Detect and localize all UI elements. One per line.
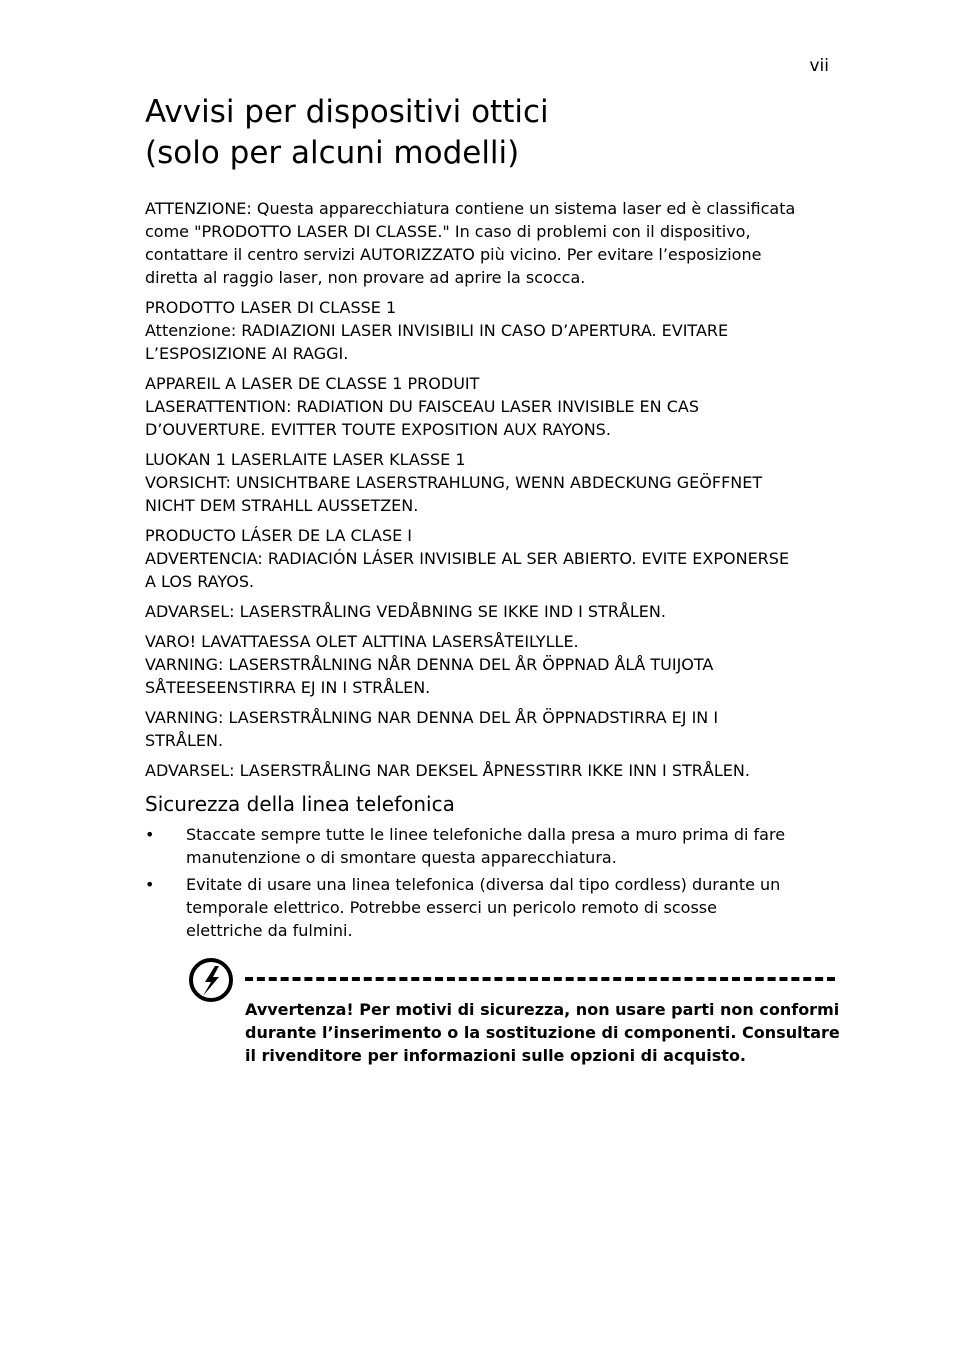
text-line: ADVARSEL: LASERSTRÅLING VEDÅBNING SE IKKE IND I STRÅLEN. (145, 602, 666, 621)
bullet-icon: • (145, 825, 155, 844)
warning-box (187, 956, 840, 1066)
content (145, 92, 840, 1066)
lightning-warning-icon (187, 956, 235, 1004)
text-line: manutenzione o di smontare questa apparecchiatura. (186, 848, 617, 867)
text-line: Attenzione: RADIAZIONI LASER INVISIBILI IN CASO D’APERTURA. EVITARE (145, 321, 729, 340)
italian-laser-notice (145, 296, 835, 365)
dashed-divider (245, 977, 835, 981)
swedish-laser-notice (145, 706, 835, 752)
page-title (145, 92, 835, 174)
title-line-1: Avvisi per dispositivi ottici (145, 94, 549, 130)
french-laser-notice (145, 372, 835, 441)
danish-laser-notice (145, 600, 835, 623)
text-line: Evitate di usare una linea telefonica (diversa dal tipo cordless) durante un (186, 875, 781, 894)
text-line: elettriche da fulmini. (186, 921, 353, 940)
text-line: durante l’inserimento o la sostituzione di componenti. Consultare (245, 1023, 840, 1042)
text-line: Staccate sempre tutte le linee telefoniche dalla presa a muro prima di fare (186, 825, 786, 844)
text-line: VARNING: LASERSTRÅLNING NAR DENNA DEL ÅR ÖPPNADSTIRRA EJ IN I (145, 708, 719, 727)
text-line: diretta al raggio laser, non provare ad aprire la scocca. (145, 268, 586, 287)
text-line: SÅTEESEENSTIRRA EJ IN I STRÅLEN. (145, 678, 431, 697)
text-line: come "PRODOTTO LASER DI CLASSE." In caso di problemi con il dispositivo, (145, 222, 751, 241)
list-item (145, 823, 835, 869)
norwegian-laser-notice (145, 759, 835, 782)
text-line: contattare il centro servizi AUTORIZZATO più vicino. Per evitare l’esposizione (145, 245, 762, 264)
text-line: A LOS RAYOS. (145, 572, 255, 591)
text-line: L’ESPOSIZIONE AI RAGGI. (145, 344, 349, 363)
bullet-list (145, 823, 835, 942)
text-line: VARO! LAVATTAESSA OLET ALTTINA LASERSÅTEILYLLE. (145, 632, 579, 651)
intro-paragraph (145, 197, 835, 289)
text-line: VARNING: LASERSTRÅLNING NÅR DENNA DEL ÅR ÖPPNAD ÅLÅ TUIJOTA (145, 655, 714, 674)
text-line: Avvertenza! Per motivi di sicurezza, non usare parti non conformi (245, 1000, 840, 1019)
text-line: STRÅLEN. (145, 731, 224, 750)
spanish-laser-notice (145, 524, 835, 593)
finnish-swedish-laser-notice (145, 630, 835, 699)
title-line-2: (solo per alcuni modelli) (145, 135, 520, 171)
text-line: il rivenditore per informazioni sulle opzioni di acquisto. (245, 1046, 747, 1065)
text-line: D’OUVERTURE. EVITTER TOUTE EXPOSITION AUX RAYONS. (145, 420, 611, 439)
text-line: LASERATTENTION: RADIATION DU FAISCEAU LASER INVISIBLE EN CAS (145, 397, 699, 416)
text-line: NICHT DEM STRAHLL AUSSETZEN. (145, 496, 419, 515)
list-item (145, 873, 835, 942)
text-line: PRODUCTO LÁSER DE LA CLASE I (145, 526, 413, 545)
text-line: ADVARSEL: LASERSTRÅLING NAR DEKSEL ÅPNESSTIRR IKKE INN I STRÅLEN. (145, 761, 750, 780)
page-number: vii (809, 56, 829, 76)
text-line: ADVERTENCIA: RADIACIÓN LÁSER INVISIBLE AL SER ABIERTO. EVITE EXPONERSE (145, 549, 790, 568)
text-line: VORSICHT: UNSICHTBARE LASERSTRAHLUNG, WENN ABDECKUNG GEÖFFNET (145, 473, 763, 492)
section-heading: Sicurezza della linea telefonica (145, 792, 455, 816)
warning-text (245, 998, 845, 1067)
german-laser-notice (145, 448, 835, 517)
text-line: PRODOTTO LASER DI CLASSE 1 (145, 298, 397, 317)
text-line: LUOKAN 1 LASERLAITE LASER KLASSE 1 (145, 450, 466, 469)
bullet-icon: • (145, 875, 155, 894)
text-line: temporale elettrico. Potrebbe esserci un pericolo remoto di scosse (186, 898, 717, 917)
text-line: ATTENZIONE: Questa apparecchiatura contiene un sistema laser ed è classificata (145, 199, 796, 218)
text-line: APPAREIL A LASER DE CLASSE 1 PRODUIT (145, 374, 480, 393)
